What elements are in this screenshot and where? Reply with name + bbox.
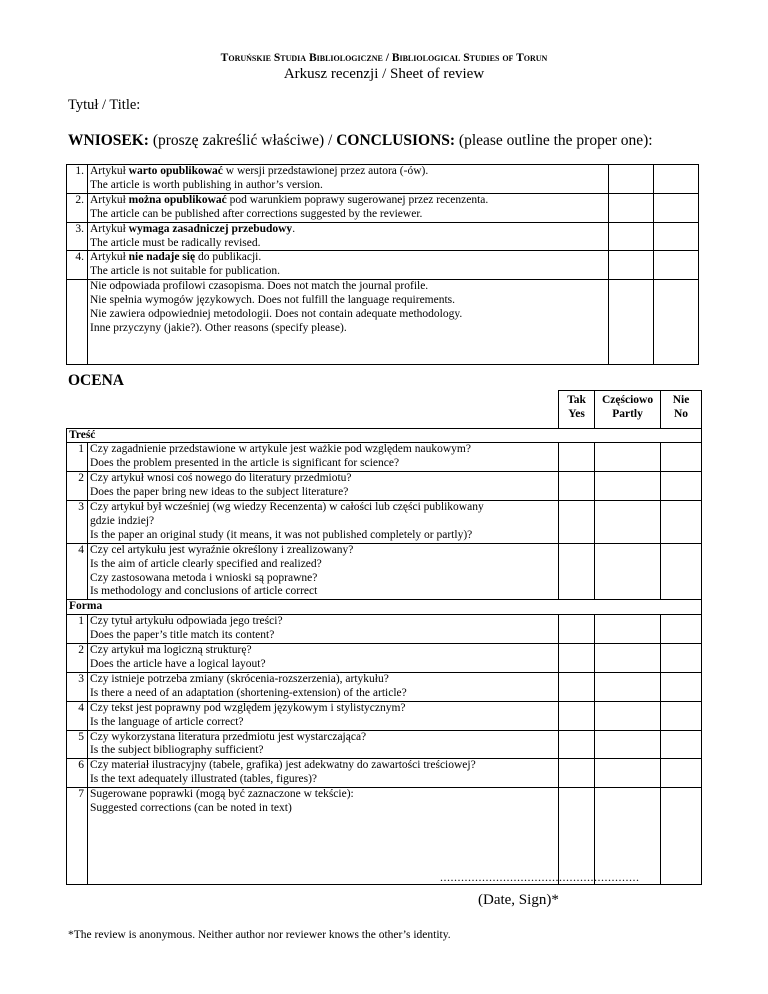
conclusion-text xyxy=(87,193,608,222)
evaluation-row xyxy=(67,644,702,673)
question-number: 3 xyxy=(67,672,88,701)
rejection-reasons xyxy=(87,280,608,365)
question-line: Does the paper’s title match its content? xyxy=(89,629,275,642)
question-number: 2 xyxy=(67,644,88,673)
question-line: Is the paper an original study (it means, it was not published completely or partly)? xyxy=(89,528,473,541)
question-text xyxy=(87,615,558,644)
question-line: Czy wykorzystana literatura przedmiotu jest wystarczająca? xyxy=(89,730,367,743)
answer-partly-cell[interactable] xyxy=(595,443,661,472)
answer-partly-cell[interactable] xyxy=(595,730,661,759)
question-line: Is there a need of an adaptation (shortening-extension) of the article? xyxy=(89,686,407,699)
conclusion-number: 1. xyxy=(67,165,88,194)
conclusion-text xyxy=(87,251,608,280)
answer-yes-cell[interactable] xyxy=(559,543,595,600)
conclusion-number: 3. xyxy=(67,222,88,251)
question-line: Czy artykuł ma logiczną strukturę? xyxy=(89,644,252,657)
anonymity-footnote: *The review is anonymous. Neither author nor reviewer knows the other’s identity. xyxy=(68,929,451,941)
question-line: Does the problem presented in the article is significant for science? xyxy=(89,457,400,470)
journal-name-pl: Toruńskie Studia Bibliologiczne xyxy=(220,52,383,64)
question-number: 4 xyxy=(67,543,88,600)
evaluation-header-row xyxy=(67,391,702,429)
answer-yes-cell[interactable] xyxy=(559,701,595,730)
header-blank xyxy=(67,391,559,429)
ocena-heading: OCENA xyxy=(68,372,124,389)
conclusion-mark-cell-2[interactable] xyxy=(654,251,699,280)
question-line: Is the text adequately illustrated (tables, figures)? xyxy=(89,773,318,786)
col-no: Nie No xyxy=(661,391,702,429)
question-number: 7 xyxy=(67,788,88,885)
col-partly: Częściowo Partly xyxy=(595,391,661,429)
rejection-reason: Nie zawiera odpowiedniej metodologii. Does not contain adequate methodology. xyxy=(89,308,463,321)
question-text xyxy=(87,501,558,544)
conclusions-heading xyxy=(68,132,653,150)
question-number: 3 xyxy=(67,501,88,544)
journal-name-en: Bibliological Studies of Torun xyxy=(391,52,548,64)
answer-yes-cell[interactable] xyxy=(559,501,595,544)
answer-partly-cell[interactable] xyxy=(595,759,661,788)
header-separator: / xyxy=(382,52,392,64)
answer-no-cell[interactable] xyxy=(661,759,702,788)
conclusion-line-en: The article can be published after corrections suggested by the reviewer. xyxy=(89,207,423,220)
section-form: Forma xyxy=(67,600,702,615)
question-line: Is methodology and conclusions of article correct xyxy=(89,585,318,598)
question-line: Suggested corrections (can be noted in text) xyxy=(89,802,292,815)
answer-partly-cell[interactable] xyxy=(595,701,661,730)
question-number: 1 xyxy=(67,615,88,644)
question-line: Is the subject bibliography sufficient? xyxy=(89,744,264,757)
question-line: Czy artykuł był wcześniej (wg wiedzy Recenzenta) w całości lub części publikowany xyxy=(89,501,484,514)
question-line: gdzie indziej? xyxy=(89,514,155,527)
question-number: 6 xyxy=(67,759,88,788)
conclusions-label-pl: WNIOSEK: xyxy=(68,132,149,149)
question-number: 5 xyxy=(67,730,88,759)
answer-partly-cell[interactable] xyxy=(595,472,661,501)
evaluation-row xyxy=(67,701,702,730)
answer-no-cell[interactable] xyxy=(661,443,702,472)
question-text xyxy=(87,443,558,472)
col-yes: Tak Yes xyxy=(559,391,595,429)
answer-no-cell[interactable] xyxy=(661,644,702,673)
question-line: Does the article have a logical layout? xyxy=(89,658,266,670)
question-text xyxy=(87,644,558,673)
conclusion-row xyxy=(67,165,699,194)
answer-no-cell[interactable] xyxy=(661,472,702,501)
question-line: Czy artykuł wnosi coś nowego do literatury przedmiotu? xyxy=(89,472,352,485)
question-line: Does the paper bring new ideas to the subject literature? xyxy=(89,486,349,499)
conclusion-text xyxy=(87,165,608,194)
answer-partly-cell[interactable] xyxy=(595,543,661,600)
conclusions-table xyxy=(66,164,699,365)
question-text xyxy=(87,730,558,759)
evaluation-row xyxy=(67,443,702,472)
question-line: Czy materiał ilustracyjny (tabele, grafika) jest adekwatny do zawartości treściowej? xyxy=(89,759,476,772)
answer-yes-cell[interactable] xyxy=(559,759,595,788)
conclusion-line-pl: Artykuł warto opublikować w wersji przedstawionej przez autora (-ów). xyxy=(89,165,429,177)
conclusions-text-en: (please outline the proper one): xyxy=(455,132,653,149)
rejection-reasons-row xyxy=(67,280,699,365)
rejection-reason: Nie spełnia wymogów językowych. Does not fulfill the language requirements. xyxy=(89,294,456,307)
question-text xyxy=(87,472,558,501)
evaluation-row xyxy=(67,672,702,701)
signature-line: ......................................................... xyxy=(440,870,640,884)
conclusion-mark-cell[interactable] xyxy=(609,251,654,280)
question-line: Czy tytuł artykułu odpowiada jego treści? xyxy=(89,615,283,628)
conclusion-row xyxy=(67,193,699,222)
answer-no-cell[interactable] xyxy=(661,543,702,600)
question-line: Czy cel artykułu jest wyraźnie określony i zrealizowany? xyxy=(89,543,354,556)
conclusion-mark-cell-2[interactable] xyxy=(654,193,699,222)
conclusion-mark-cell[interactable] xyxy=(609,165,654,194)
conclusion-mark-cell[interactable] xyxy=(609,222,654,251)
question-line: Czy zastosowana metoda i wnioski są poprawne? xyxy=(89,571,318,584)
answer-partly-cell[interactable] xyxy=(595,501,661,544)
conclusion-line-pl: Artykuł nie nadaje się do publikacji. xyxy=(89,251,262,264)
rejection-reason: Nie odpowiada profilowi czasopisma. Does not match the journal profile. xyxy=(89,280,429,293)
answer-no-cell[interactable] xyxy=(661,730,702,759)
evaluation-table xyxy=(66,390,702,885)
date-sign-label: (Date, Sign)* xyxy=(478,892,559,908)
answer-partly-cell[interactable] xyxy=(595,672,661,701)
conclusion-line-en: The article is worth publishing in author’s version. xyxy=(89,178,323,191)
question-line: Czy zagadnienie przedstawione w artykule jest ważkie pod względem naukowym? xyxy=(89,443,471,456)
reasons-mark-cell-2[interactable] xyxy=(654,280,699,365)
conclusion-row xyxy=(67,251,699,280)
question-text xyxy=(87,759,558,788)
conclusion-mark-cell[interactable] xyxy=(609,193,654,222)
rejection-reason: Inne przyczyny (jakie?). Other reasons (specify please). xyxy=(89,321,347,334)
question-number: 2 xyxy=(67,472,88,501)
conclusion-line-en: The article must be radically revised. xyxy=(89,236,261,249)
question-number: 4 xyxy=(67,701,88,730)
question-line: Is the aim of article clearly specified and realized? xyxy=(89,557,322,570)
question-line: Czy istnieje potrzeba zmiany (skrócenia-rozszerzenia), artykułu? xyxy=(89,672,389,685)
question-line: Czy tekst jest poprawny pod względem językowym i stylistycznym? xyxy=(89,701,406,714)
conclusion-number: 2. xyxy=(67,193,88,222)
conclusion-line-pl: Artykuł można opublikować pod warunkiem poprawy sugerowanej przez recenzenta. xyxy=(89,193,489,206)
question-text xyxy=(87,672,558,701)
conclusion-mark-cell-2[interactable] xyxy=(654,165,699,194)
reasons-mark-cell[interactable] xyxy=(609,280,654,365)
answer-yes-cell[interactable] xyxy=(559,472,595,501)
answer-yes-cell[interactable] xyxy=(559,615,595,644)
conclusions-label-en: CONCLUSIONS: xyxy=(336,132,456,149)
conclusion-line-pl: Artykuł wymaga zasadniczej przebudowy. xyxy=(89,222,296,235)
answer-yes-cell[interactable] xyxy=(559,672,595,701)
answer-no-cell[interactable] xyxy=(661,615,702,644)
answer-yes-cell[interactable] xyxy=(559,644,595,673)
evaluation-row xyxy=(67,472,702,501)
evaluation-row xyxy=(67,501,702,544)
evaluation-row xyxy=(67,759,702,788)
conclusion-mark-cell-2[interactable] xyxy=(654,222,699,251)
answer-yes-cell[interactable] xyxy=(559,730,595,759)
question-text xyxy=(87,701,558,730)
section-content: Treść xyxy=(67,428,702,443)
reasons-number-blank xyxy=(67,280,88,365)
question-line: Sugerowane poprawki (mogą być zaznaczone w tekście): xyxy=(89,788,354,801)
answer-partly-cell[interactable] xyxy=(595,615,661,644)
conclusion-line-en: The article is not suitable for publication. xyxy=(89,265,280,278)
title-label: Tytuł / Title: xyxy=(68,97,141,113)
answer-no-cell[interactable] xyxy=(661,501,702,544)
section-content-row xyxy=(67,428,702,443)
conclusion-text xyxy=(87,222,608,251)
question-number: 1 xyxy=(67,443,88,472)
conclusion-number: 4. xyxy=(67,251,88,280)
evaluation-row xyxy=(67,730,702,759)
conclusions-text-pl: (proszę zakreślić właściwe) / xyxy=(148,132,337,149)
question-text xyxy=(87,543,558,600)
question-line: Is the language of article correct? xyxy=(89,715,244,728)
answer-partly-cell[interactable] xyxy=(595,644,661,673)
answer-no-cell[interactable] xyxy=(661,672,702,701)
evaluation-row xyxy=(67,543,702,600)
answer-no-cell[interactable] xyxy=(661,701,702,730)
answer-yes-cell[interactable] xyxy=(559,443,595,472)
evaluation-row xyxy=(67,615,702,644)
answer-no-cell[interactable] xyxy=(661,788,702,885)
conclusion-row xyxy=(67,222,699,251)
section-form-row xyxy=(67,600,702,615)
sheet-subtitle: Arkusz recenzji / Sheet of review xyxy=(283,66,485,82)
journal-header xyxy=(0,52,768,64)
